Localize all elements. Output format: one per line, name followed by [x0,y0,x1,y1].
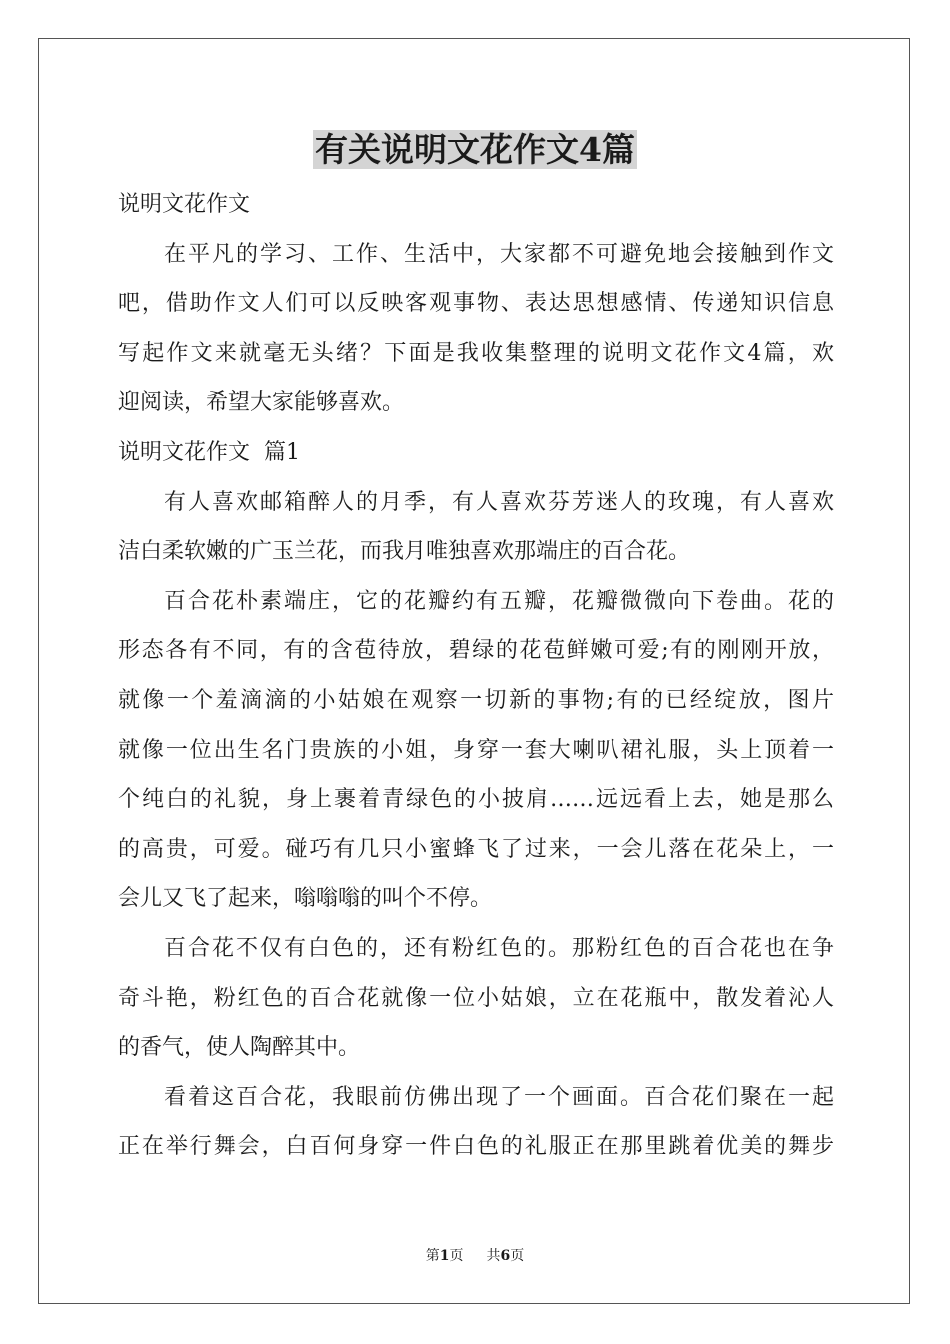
section-heading: 说明文花作文 篇1 [118,439,300,465]
text-line: 看着这百合花，我眼前仿佛出现了一个画面。百合花们聚在一起 [164,1084,834,1110]
paragraph-2 [118,577,834,924]
text-line: 写起作文来就毫无头绪？下面是我收集整理的说明文花作文4篇，欢 [118,340,834,366]
text-line: 百合花不仅有白色的，还有粉红色的。那粉红色的百合花也在争 [164,935,834,961]
text-line: 形态各有不同，有的含苞待放，碧绿的花苞鲜嫩可爱;有的刚刚开放， [118,638,834,664]
text-line: 迎阅读，希望大家能够喜欢。 [118,390,405,416]
paragraph-3 [118,924,834,1073]
page-number: 第1页 [425,1248,464,1264]
text-line: 百合花朴素端庄，它的花瓣约有五瓣，花瓣微微向下卷曲。花的 [164,588,834,614]
title-text: 有关说明文花作文4篇 [315,130,635,169]
text-line: 会儿又飞了起来，嗡嗡嗡的叫个不停。 [118,886,493,912]
text-line: 正在举行舞会，白百何身穿一件白色的礼服正在那里跳着优美的舞步 [118,1134,834,1160]
page-footer [0,1246,950,1266]
text-line: 的高贵，可爱。碰巧有几只小蜜蜂飞了过来，一会儿落在花朵上，一 [118,836,834,862]
intro-paragraph [118,230,834,428]
document-title [0,128,950,172]
text-line: 的香气，使人陶醉其中。 [118,1035,361,1061]
text-line: 个纯白的礼貌，身上裹着青绿色的小披肩……远远看上去，她是那么 [118,787,834,813]
text-line: 在平凡的学习、工作、生活中，大家都不可避免地会接触到作文 [164,241,834,267]
text-line: 有人喜欢邮箱醉人的月季，有人喜欢芬芳迷人的玫瑰，有人喜欢 [164,489,834,515]
paragraph-4 [118,1073,834,1172]
paragraph-1 [118,478,834,577]
text-line: 奇斗艳，粉红色的百合花就像一位小姑娘，立在花瓶中，散发着沁人 [118,985,834,1011]
text-line: 洁白柔软嫩的广玉兰花，而我月唯独喜欢那端庄的百合花。 [118,539,691,565]
text-line: 就像一个羞滴滴的小姑娘在观察一切新的事物;有的已经绽放，图片 [118,687,834,713]
document-body [118,180,834,1172]
intro-heading: 说明文花作文 [118,192,251,217]
text-line: 就像一位出生名门贵族的小姐，身穿一套大喇叭裙礼服，头上顶着一 [118,737,834,763]
page-total: 共6页 [486,1248,525,1264]
text-line: 吧，借助作文人们可以反映客观事物、表达思想感情、传递知识信息 [118,291,834,317]
